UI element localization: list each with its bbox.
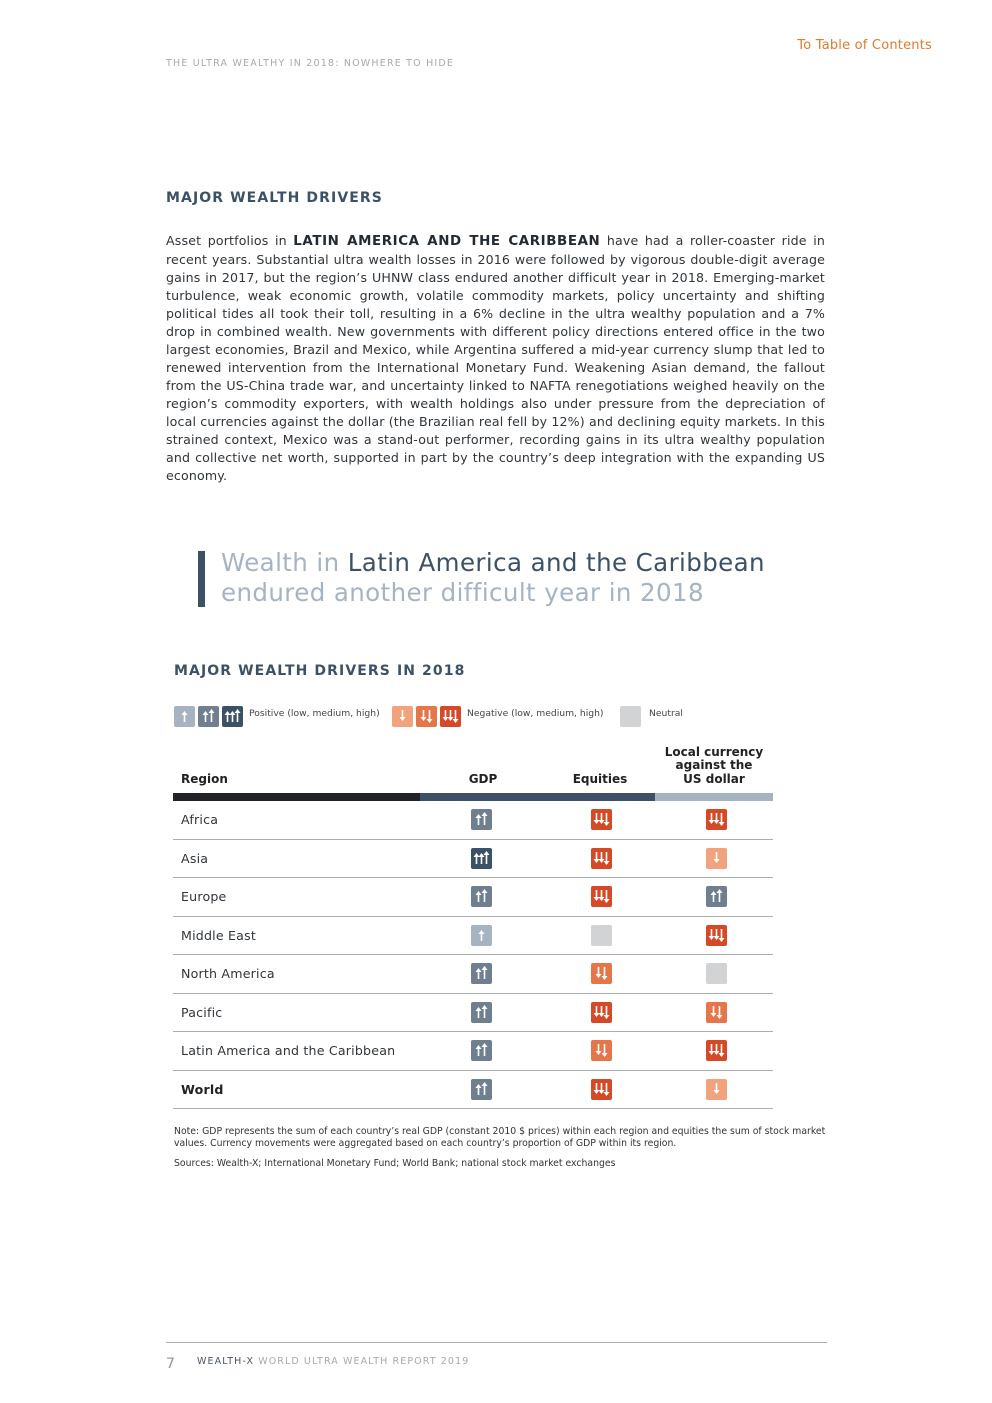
rating-currency-icon bbox=[706, 809, 727, 830]
column-header-currency-line2: against the bbox=[675, 758, 753, 772]
chart-legend bbox=[174, 706, 774, 732]
rating-gdp-icon bbox=[471, 1002, 492, 1023]
header-bar-gdp-equities bbox=[420, 793, 655, 801]
legend-neutral bbox=[620, 706, 683, 727]
rating-gdp-icon bbox=[471, 886, 492, 907]
rating-gdp-icon bbox=[471, 925, 492, 946]
rating-equities-icon bbox=[591, 963, 612, 984]
pull-quote-part3: endured another difficult year in 2018 bbox=[221, 578, 704, 607]
column-header-currency-line3: US dollar bbox=[683, 771, 745, 786]
pull-quote-text bbox=[221, 548, 838, 608]
legend-negative-label: Negative (low, medium, high) bbox=[467, 708, 604, 719]
running-head: THE ULTRA WEALTHY IN 2018: NOWHERE TO HIDE bbox=[166, 58, 455, 69]
legend-positive-label: Positive (low, medium, high) bbox=[249, 708, 380, 719]
table-row bbox=[173, 840, 773, 879]
rating-equities-icon bbox=[591, 1040, 612, 1061]
table-header bbox=[173, 740, 773, 793]
legend-negative bbox=[392, 706, 603, 727]
rating-equities-icon bbox=[591, 1002, 612, 1023]
row-region-name: Asia bbox=[181, 850, 209, 866]
rating-currency-icon bbox=[706, 1079, 727, 1100]
legend-neutral-icon bbox=[620, 706, 641, 727]
rating-currency-icon bbox=[706, 848, 727, 869]
body-paragraph bbox=[166, 232, 825, 485]
table-row bbox=[173, 1071, 773, 1110]
wealth-drivers-table bbox=[173, 740, 773, 1109]
header-bar-region bbox=[173, 793, 420, 801]
pull-quote bbox=[198, 548, 838, 608]
column-header-currency-line1: Local currency bbox=[664, 744, 764, 759]
row-region-name: Pacific bbox=[181, 1004, 223, 1020]
row-region-name: Europe bbox=[181, 889, 227, 904]
rating-equities-icon bbox=[591, 1079, 612, 1100]
rating-currency-icon bbox=[706, 925, 727, 946]
rating-gdp-icon bbox=[471, 809, 492, 830]
table-row bbox=[173, 994, 773, 1033]
footer-title bbox=[197, 1356, 469, 1367]
footer-report-name: WORLD ULTRA WEALTH REPORT 2019 bbox=[254, 1356, 470, 1367]
legend-negative-high-icon bbox=[440, 706, 461, 727]
row-region-name: Middle East bbox=[181, 927, 256, 943]
table-row bbox=[173, 1032, 773, 1071]
rating-equities-icon bbox=[591, 809, 612, 830]
rating-gdp-icon bbox=[471, 1079, 492, 1100]
row-region-name: North America bbox=[181, 966, 275, 981]
pull-quote-region: Latin America and the Caribbean bbox=[347, 548, 765, 577]
rating-currency-icon bbox=[706, 1040, 727, 1061]
legend-negative-medium-icon bbox=[416, 706, 437, 727]
rating-currency-icon bbox=[706, 963, 727, 984]
body-intro: Asset portfolios in bbox=[166, 233, 294, 248]
row-region-name: Latin America and the Caribbean bbox=[181, 1043, 396, 1058]
page-number: 7 bbox=[166, 1356, 175, 1372]
header-bar-currency bbox=[655, 793, 773, 801]
chart-title: MAJOR WEALTH DRIVERS IN 2018 bbox=[174, 663, 466, 679]
column-header-equities: Equities bbox=[572, 772, 628, 786]
rating-gdp-icon bbox=[471, 963, 492, 984]
chart-sources: Sources: Wealth-X; International Monetary Fund; World Bank; national stock market exchanges bbox=[174, 1158, 616, 1169]
header-color-bars bbox=[173, 793, 773, 801]
rating-gdp-icon bbox=[471, 848, 492, 869]
chart-note: Note: GDP represents the sum of each country’s real GDP (constant 2010 $ prices) within each region and equities the sum of stock market values. Currency movements were aggregated based on each country’s proportion of GDP within its region. bbox=[174, 1126, 826, 1149]
table-row bbox=[173, 801, 773, 840]
section-title: MAJOR WEALTH DRIVERS bbox=[166, 190, 383, 206]
column-header-region: Region bbox=[181, 772, 228, 786]
pull-quote-part1: Wealth in bbox=[221, 548, 348, 577]
rating-equities-icon bbox=[591, 925, 612, 946]
legend-positive bbox=[174, 706, 380, 727]
row-region-name: Africa bbox=[181, 812, 219, 827]
pull-quote-bar bbox=[198, 551, 205, 607]
table-row bbox=[173, 878, 773, 917]
rating-equities-icon bbox=[591, 848, 612, 869]
column-header-gdp: GDP bbox=[468, 772, 498, 786]
rating-currency-icon bbox=[706, 886, 727, 907]
rating-gdp-icon bbox=[471, 1040, 492, 1061]
legend-neutral-label: Neutral bbox=[649, 708, 683, 719]
table-body bbox=[173, 801, 773, 1109]
rating-equities-icon bbox=[591, 886, 612, 907]
legend-positive-high-icon bbox=[222, 706, 243, 727]
rating-currency-icon bbox=[706, 1002, 727, 1023]
legend-positive-medium-icon bbox=[198, 706, 219, 727]
body-region-highlight: LATIN AMERICA AND THE CARIBBEAN bbox=[293, 234, 601, 249]
row-region-name: World bbox=[181, 1081, 224, 1097]
footer-brand: WEALTH-X bbox=[197, 1356, 255, 1367]
table-row bbox=[173, 917, 773, 956]
footer-divider bbox=[166, 1342, 827, 1343]
body-main-text: have had a roller-coaster ride in recent years. Substantial ultra wealth losses in 2016 were followed by vigorous double-digit average gains in 2017, but the region’s UHNW class endured another difficult year in 2018. Emerging-market turbulence, weak economic growth, volatile commodity markets, policy uncertainty and shifting political tides all took their toll, resulting in a 6% decline in the ultra wealthy population and a 7% drop in combined wealth. New governments with different policy directions entered office in the two largest economies, Brazil and Mexico, while Argentina suffered a mid-year currency slump that led to renewed intervention from the International Monetary Fund. Weakening Asian demand, the fallout from the US-China trade war, and uncertainty linked to NAFTA renegotiations weighed heavily on the region’s commodity exporters, with wealth holdings also under pressure from the depreciation of local currencies against the dollar (the Brazilian real fell by 12%) and declining equity markets. In this strained context, Mexico was a stand-out performer, recording gains in its ultra wealthy population and collective net worth, supported in part by the country’s deep integration with the expanding US economy. bbox=[166, 233, 825, 483]
toc-link[interactable]: To Table of Contents bbox=[797, 38, 932, 53]
legend-positive-low-icon bbox=[174, 706, 195, 727]
table-row bbox=[173, 955, 773, 994]
legend-negative-low-icon bbox=[392, 706, 413, 727]
column-header-currency bbox=[655, 746, 773, 787]
